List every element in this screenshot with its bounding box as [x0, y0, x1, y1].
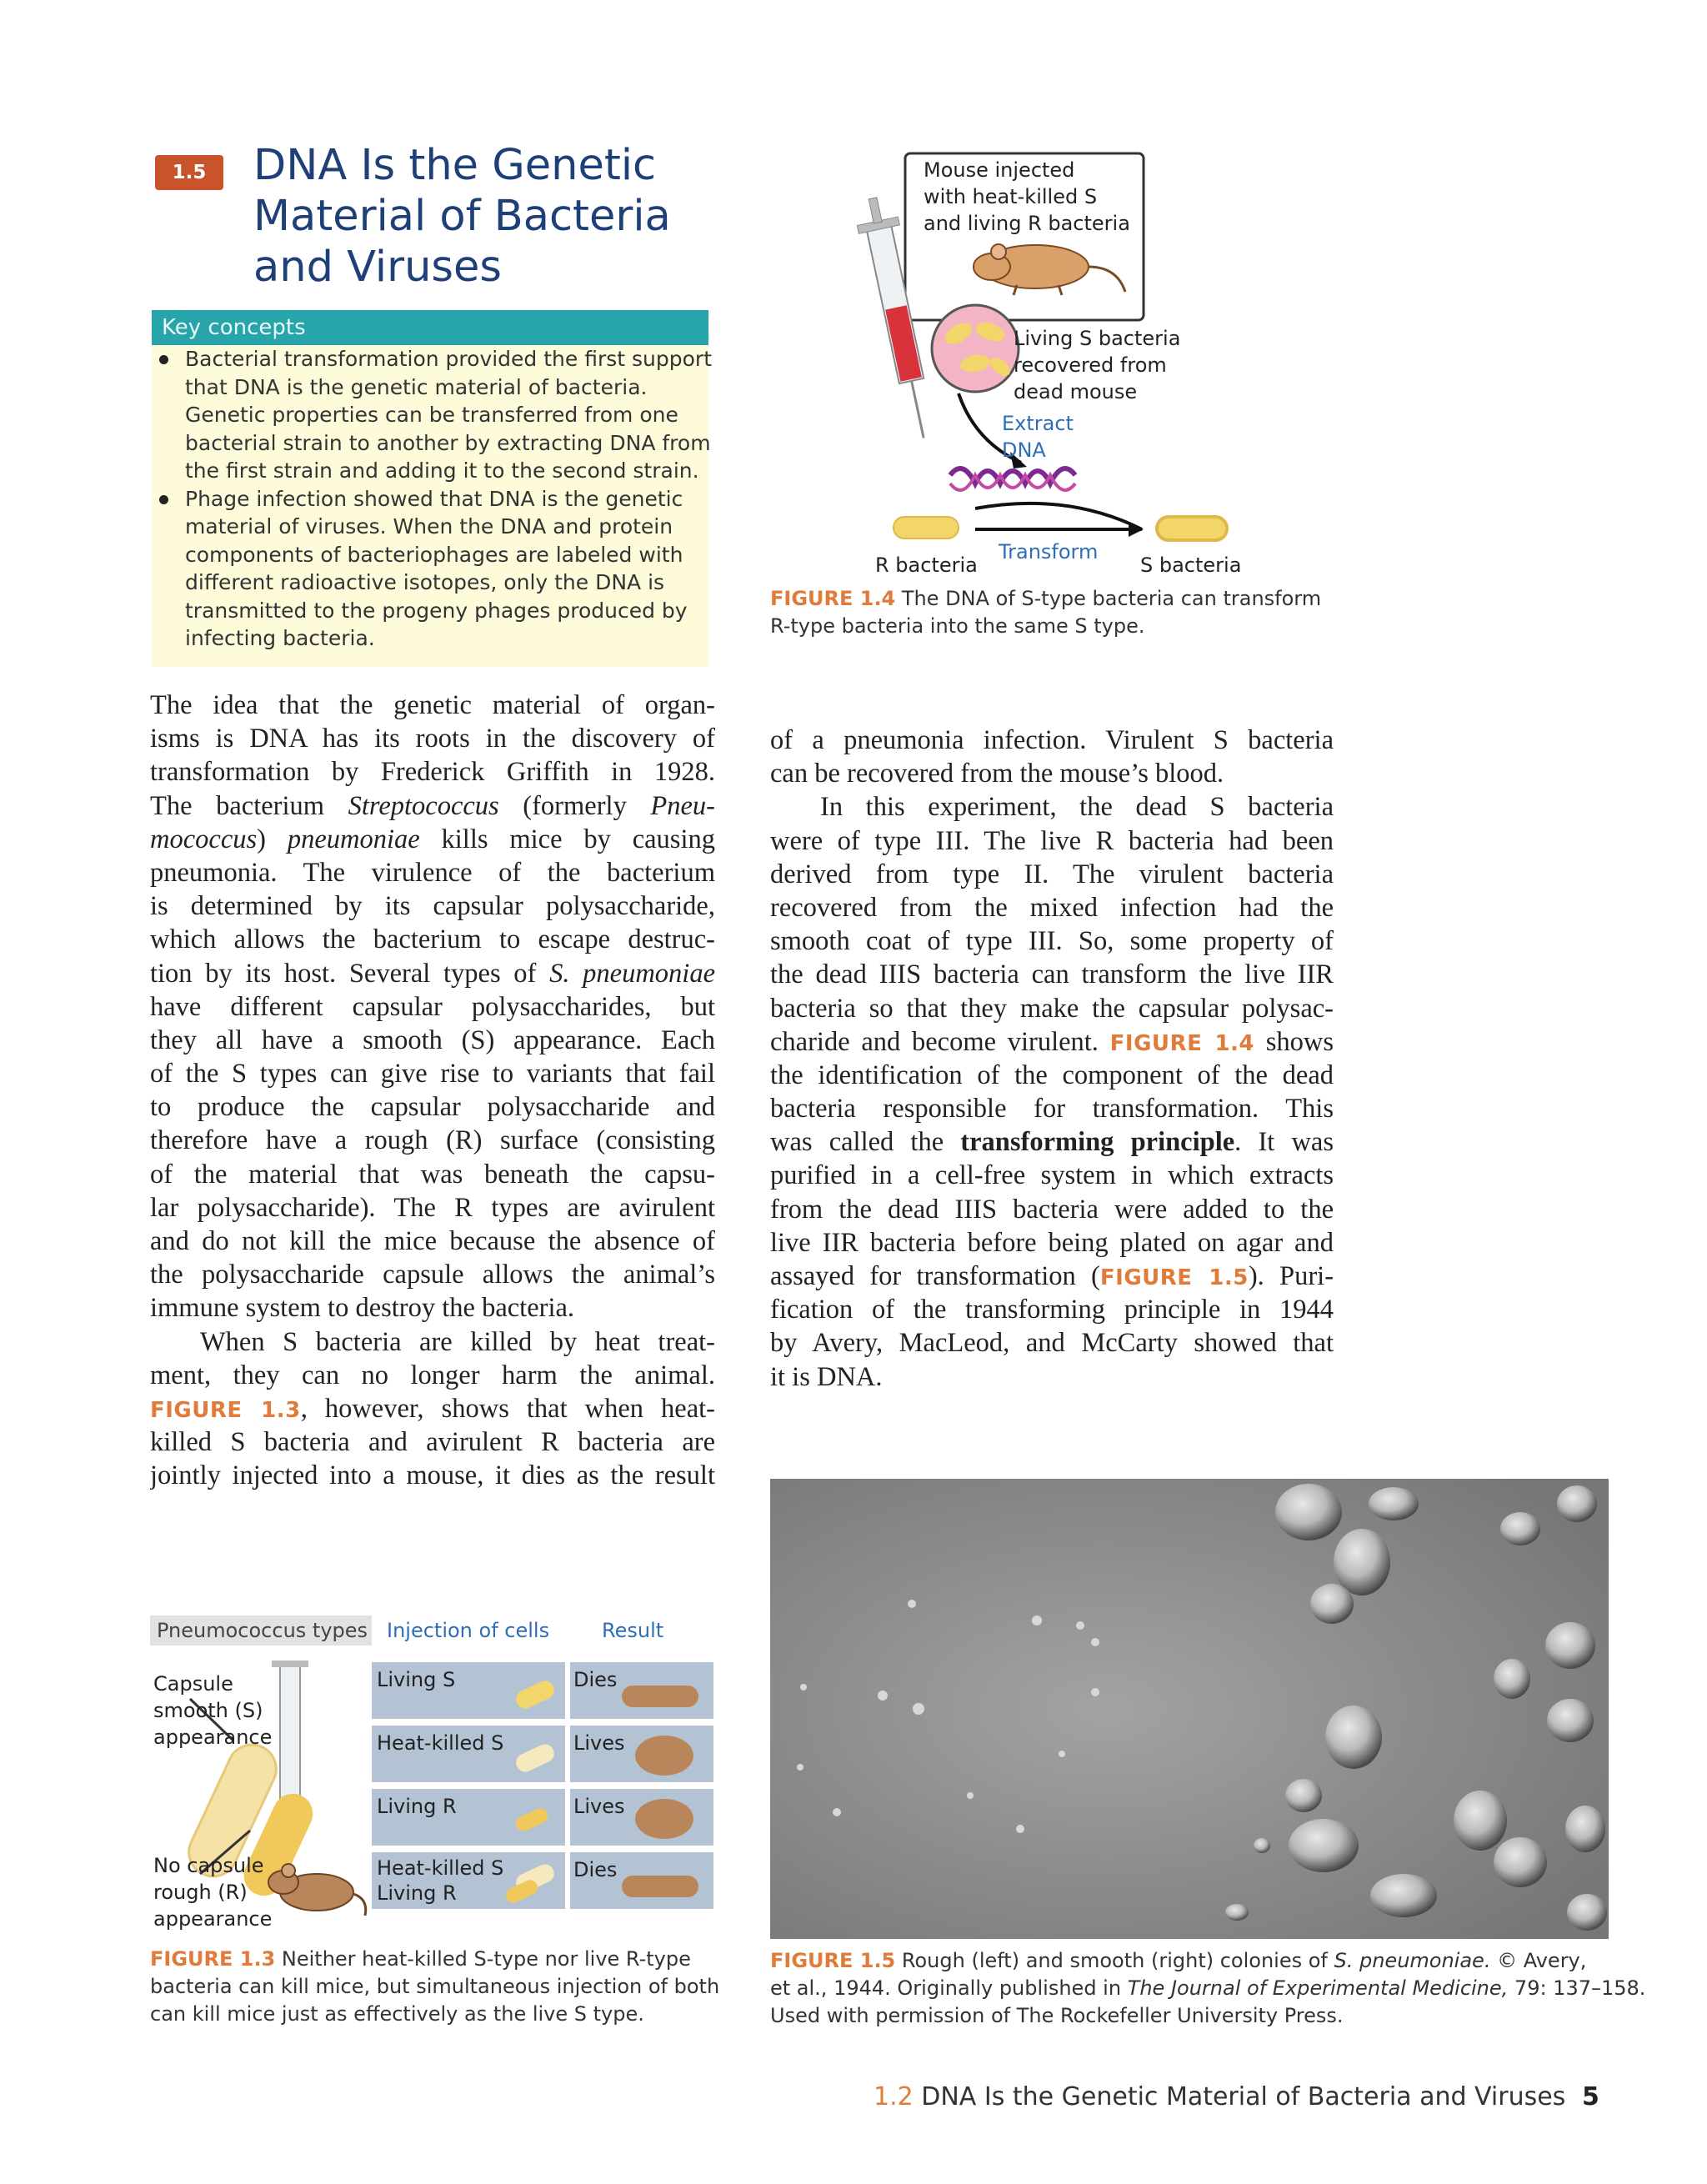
body-line: were of type III. The live R bacteria had been	[770, 825, 1334, 856]
body-line: live IIR bacteria before being plated on agar and	[770, 1227, 1334, 1258]
figure-1-4-caption: FIGURE 1.4 The DNA of S-type bacteria can transform R-type bacteria into the same S type.	[770, 587, 1322, 638]
body-line: of the material that was beneath the capsu-	[150, 1159, 715, 1190]
colony-photo	[770, 1479, 1609, 1939]
key-concept-line: infecting bacteria.	[185, 626, 375, 650]
key-concept-line: material of viruses. When the DNA and protein	[185, 514, 673, 538]
key-concept-line: components of bacteriophages are labeled with	[185, 542, 683, 567]
body-line: have different capsular polysaccharides, but	[150, 991, 715, 1022]
figure-1-3-caption: FIGURE 1.3 Neither heat-killed S-type nor live R-type bacteria can kill mice, but simultaneous injection of both can kill mice just as effectively as the live S type.	[150, 1947, 720, 2026]
key-concepts-box	[152, 345, 713, 667]
dead-mouse-icon	[622, 1876, 698, 1897]
body-line: purified in a cell-free system in which extracts	[770, 1160, 1334, 1191]
body-line: from the dead IIIS bacteria were added to the	[770, 1194, 1334, 1225]
body-line: ment, they can no longer harm the animal.	[150, 1360, 715, 1390]
result-cell: Lives	[570, 1726, 713, 1782]
body-line: mococcus) pneumoniae kills mice by causing	[150, 824, 715, 854]
figure-1-5-caption: FIGURE 1.5 Rough (left) and smooth (right) colonies of S. pneumoniae. © Avery, et al., 1944. Originally published in The Journal of Experimental Medicine, 79: 137–158. Used with permission of The Rockefeller University Press.	[770, 1949, 1646, 2027]
column-header-result: Result	[602, 1619, 664, 1642]
body-line: was called the transforming principle. It was	[770, 1127, 1334, 1158]
section-title	[253, 140, 720, 293]
live-mouse-icon	[635, 1736, 693, 1776]
body-line: assayed for transformation (FIGURE 1.5). Puri-	[770, 1261, 1334, 1291]
mouse-label: Mouse injected with heat-killed S and living R bacteria	[924, 158, 1130, 235]
body-line: When S bacteria are killed by heat treat-	[200, 1326, 715, 1357]
body-line: immune system to destroy the bacteria.	[150, 1293, 575, 1324]
body-line: jointly injected into a mouse, it dies as the result	[150, 1460, 715, 1491]
extract-dna-label: Extract DNA	[1002, 412, 1074, 462]
body-line: pneumonia. The virulence of the bacterium	[150, 857, 715, 888]
body-line: to produce the capsular polysaccharide and	[150, 1092, 715, 1123]
live-mouse-icon	[635, 1799, 693, 1839]
body-line: which allows the bacterium to escape destruc-	[150, 924, 715, 955]
body-line: the dead IIIS bacteria can transform the live IIR	[770, 959, 1334, 990]
mouse-icon	[268, 1864, 366, 1916]
key-concept-line: Bacterial transformation provided the first support	[185, 347, 713, 371]
body-line: derived from type II. The virulent bacteria	[770, 859, 1334, 889]
key-concept-item	[185, 485, 708, 653]
injection-cell: Living S	[372, 1662, 565, 1719]
capsule-label: Capsule smooth (S) appearance	[153, 1672, 273, 1749]
bullet-icon	[159, 355, 168, 364]
body-line: the polysaccharide capsule allows the animal’s	[150, 1260, 715, 1290]
body-line: The bacterium Streptococcus (formerly Pneu-	[150, 790, 715, 821]
body-line: isms is DNA has its roots in the discovery of	[150, 724, 715, 754]
section-title-line: and Viruses	[253, 243, 502, 292]
key-concept-line: the first strain and adding it to the second strain.	[185, 458, 699, 483]
body-line: they all have a smooth (S) appearance. Each	[150, 1024, 715, 1055]
injection-cell: Heat-killed S Living R	[372, 1852, 565, 1909]
body-line: fication of the transforming principle in 1944	[770, 1295, 1334, 1325]
figure-reference-link[interactable]: FIGURE 1.3	[150, 1397, 301, 1423]
key-concept-line: transmitted to the progeny phages produced by	[185, 598, 688, 623]
body-line: of a pneumonia infection. Virulent S bacteria	[770, 725, 1334, 755]
bullet-icon	[159, 495, 168, 504]
transform-label: Transform	[999, 540, 1099, 564]
section-title-line: DNA Is the Genetic	[253, 141, 657, 190]
body-line: bacteria so that they make the capsular polysac-	[770, 993, 1334, 1024]
figure-1-3	[150, 1615, 717, 1932]
body-line: the identification of the component of the dead	[770, 1059, 1334, 1090]
body-line: In this experiment, the dead S bacteria	[820, 792, 1334, 823]
r-bacterium-icon	[894, 517, 959, 538]
key-concept-item	[185, 345, 713, 485]
section-number-badge: 1.5	[155, 155, 223, 190]
body-line: is determined by its capsular polysaccharide,	[150, 891, 715, 922]
figure-reference-link[interactable]: FIGURE 1.5	[1099, 1265, 1249, 1290]
result-cell: Dies	[570, 1852, 713, 1909]
body-line: The idea that the genetic material of organ-	[150, 690, 715, 720]
body-column-left	[150, 689, 715, 1493]
key-concept-line: bacterial strain to another by extracting DNA from	[185, 430, 711, 455]
key-concept-line: different radioactive isotopes, only the DNA is	[185, 570, 665, 594]
key-concepts-heading: Key concepts	[152, 310, 708, 345]
body-line: FIGURE 1.3, however, shows that when heat-	[150, 1393, 715, 1424]
column-header-types: Pneumococcus types	[150, 1615, 372, 1646]
body-line: and do not kill the mice because the absence of	[150, 1226, 715, 1256]
footer-title: DNA Is the Genetic Material of Bacteria and Viruses	[913, 2082, 1566, 2111]
key-term: transforming principle	[960, 1127, 1235, 1158]
body-line: recovered from the mixed infection had the	[770, 892, 1334, 923]
body-line: can be recovered from the mouse’s blood.	[770, 759, 1224, 789]
body-line: by Avery, MacLeod, and McCarty showed that	[770, 1328, 1334, 1359]
body-line: smooth coat of type III. So, some property of	[770, 926, 1334, 957]
body-line: of the S types can give rise to variants that fail	[150, 1059, 715, 1089]
s-bacteria-label: S bacteria	[1140, 554, 1242, 577]
bacterium-icon	[513, 1678, 558, 1711]
body-column-right	[770, 724, 1334, 1394]
dead-mouse-icon	[622, 1686, 698, 1707]
body-line: killed S bacteria and avirulent R bacteria are	[150, 1427, 715, 1458]
blood-sample	[932, 305, 1019, 392]
recovered-label: Living S bacteria recovered from dead mouse	[1014, 327, 1181, 403]
running-footer	[874, 2082, 1565, 2111]
rough-bacterium-icon	[513, 1806, 550, 1833]
body-line: lar polysaccharide). The R types are avirulent	[150, 1192, 715, 1223]
r-bacteria-label: R bacteria	[875, 554, 978, 577]
no-capsule-label: No capsule rough (R) appearance	[153, 1854, 273, 1931]
s-bacterium-icon	[1157, 517, 1227, 540]
key-concept-line: Genetic properties can be transferred from one	[185, 403, 678, 427]
key-concept-line: that DNA is the genetic material of bacteria.	[185, 374, 648, 399]
page-number: 5	[1582, 2082, 1599, 2111]
figure-reference-link[interactable]: FIGURE 1.4	[1109, 1030, 1255, 1056]
body-line: bacteria responsible for transformation. This	[770, 1094, 1334, 1125]
injection-cell: Living R	[372, 1789, 565, 1846]
body-line: therefore have a rough (R) surface (consisting	[150, 1125, 715, 1156]
figure-1-5-micrograph	[770, 1479, 1609, 1939]
column-header-injection: Injection of cells	[387, 1619, 550, 1642]
figure-1-4	[850, 142, 1367, 575]
result-cell: Lives	[570, 1789, 713, 1846]
body-line: it is DNA.	[770, 1361, 883, 1392]
key-concept-line: Phage infection showed that DNA is the genetic	[185, 486, 683, 511]
footer-section-number: 1.2	[874, 2082, 914, 2111]
injection-cell: Heat-killed S	[372, 1726, 565, 1782]
section-title-line: Material of Bacteria	[253, 192, 671, 241]
heat-killed-bacterium-icon	[513, 1741, 558, 1775]
body-line: charide and become virulent. FIGURE 1.4 shows	[770, 1026, 1334, 1057]
body-line: transformation by Frederick Griffith in 1928.	[150, 757, 715, 788]
result-cell: Dies	[570, 1662, 713, 1719]
body-line: tion by its host. Several types of S. pneumoniae	[150, 958, 715, 989]
